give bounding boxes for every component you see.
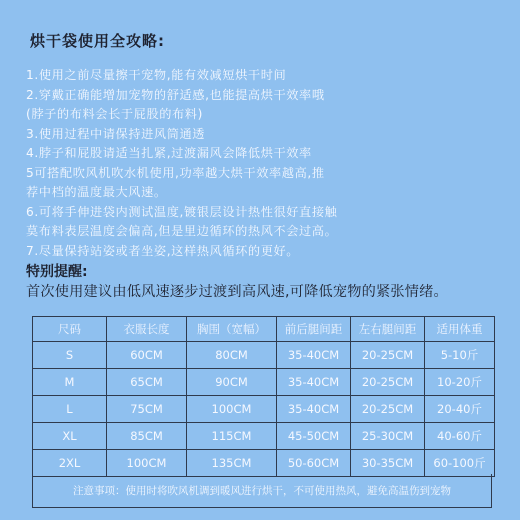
header-chest: 胸围（宽幅） <box>187 317 277 342</box>
table-cell: 20-25CM <box>351 369 425 396</box>
table-cell: 35-40CM <box>277 369 351 396</box>
table-cell: S <box>33 342 107 369</box>
table-cell: 35-40CM <box>277 396 351 423</box>
tip-line: 6.可将手伸进袋内测试温度,镀银层设计热性很好直接触 <box>26 204 338 219</box>
usage-note: 注意事项：使用时将吹风机调到暖风进行烘干，不可使用热风，避免高温伤到宠物 <box>32 474 492 508</box>
tip-line: 莫布料表层温度会偏高,但是里边循环的热风不会过高。 <box>26 224 338 238</box>
table-cell: 75CM <box>107 396 187 423</box>
tip-line: 4.脖子和屁股请适当扎紧,过渡漏风会降低烘干效率 <box>26 146 312 160</box>
size-table <box>32 316 495 477</box>
table-header-row <box>33 317 495 342</box>
table-cell: 50-60CM <box>277 450 351 477</box>
table-cell: 40-60斤 <box>425 423 495 450</box>
table-cell: 135CM <box>187 450 277 477</box>
table-cell: 5-10斤 <box>425 342 495 369</box>
table-cell: 100CM <box>187 396 277 423</box>
table-cell: 20-40斤 <box>425 396 495 423</box>
table-cell: 35-40CM <box>277 342 351 369</box>
table-row <box>33 369 495 396</box>
reminder-body: 首次使用建议由低风速逐步过渡到高风速,可降低宠物的紧张情绪。 <box>26 284 448 300</box>
table-cell: 20-25CM <box>351 342 425 369</box>
table-cell: L <box>33 396 107 423</box>
table-cell: 85CM <box>107 423 187 450</box>
tip-line: 7.尽量保持站姿或者坐姿,这样热风循环的更好。 <box>26 243 300 258</box>
tip-line: 5可搭配吹风机吹水机使用,功率越大烘干效率越高,推 <box>26 165 325 180</box>
table-cell: 100CM <box>107 450 187 477</box>
table-cell: 10-20斤 <box>425 369 495 396</box>
header-size: 尺码 <box>33 317 107 342</box>
table-cell: 45-50CM <box>277 423 351 450</box>
tip-line: 1.使用之前尽量擦干宠物,能有效减短烘干时间 <box>26 68 287 82</box>
reminder-heading: 特别提醒: <box>26 264 88 280</box>
table-cell: 80CM <box>187 342 277 369</box>
table-cell: 60-100斤 <box>425 450 495 477</box>
table-cell: 25-30CM <box>351 423 425 450</box>
header-left-right-leg: 左右腿间距 <box>351 317 425 342</box>
tip-line: 3.使用过程中请保持进风筒通透 <box>26 126 206 141</box>
table-row <box>33 342 495 369</box>
tip-line: (脖子的布料会长于屁股的布料) <box>26 107 203 121</box>
table-row <box>33 396 495 423</box>
header-length: 衣服长度 <box>107 317 187 342</box>
tip-line: 2.穿戴正确能增加宠物的舒适感,也能提高烘干效率哦 <box>26 87 325 102</box>
table-cell: 65CM <box>107 369 187 396</box>
header-weight: 适用体重 <box>425 317 495 342</box>
table-cell: 115CM <box>187 423 277 450</box>
table-cell: 60CM <box>107 342 187 369</box>
table-cell: 90CM <box>187 369 277 396</box>
table-row <box>33 450 495 477</box>
table-cell: 20-25CM <box>351 396 425 423</box>
table-cell: 30-35CM <box>351 450 425 477</box>
header-front-back-leg: 前后腿间距 <box>277 317 351 342</box>
table-cell: 2XL <box>33 450 107 477</box>
table-cell: M <box>33 369 107 396</box>
tip-line: 荐中档的温度最大风速。 <box>26 185 167 199</box>
tips-list <box>26 66 506 261</box>
table-row <box>33 423 495 450</box>
page-title: 烘干袋使用全攻略: <box>30 32 165 50</box>
table-cell: XL <box>33 423 107 450</box>
